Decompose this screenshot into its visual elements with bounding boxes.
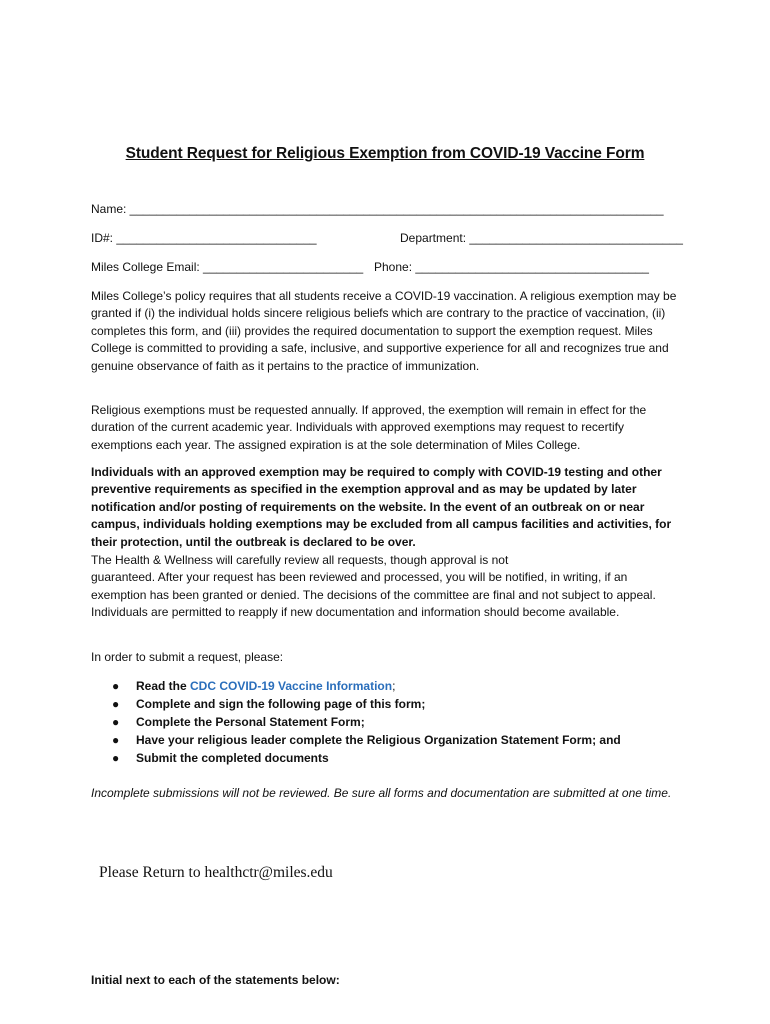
bullet-icon: ● [112, 751, 120, 765]
department-field[interactable]: Department: ________________________________ [400, 231, 683, 245]
approved-exemption-paragraph: Individuals with an approved exemption may be required to comply with COVID-19 testing and other preventive requirements as specified in the exemption approval and as may be updated by later notification and/or posting of requirements on the website. In the event of an outbreak on or near campus, individuals holding exemptions may be excluded from all campus facilities and activities, for their protection, until the outbreak is declared to be over. [91, 465, 672, 549]
review-first-line: The Health & Wellness will carefully review all requests, though approval is not [91, 553, 509, 567]
phone-field[interactable]: Phone: ___________________________________ [374, 260, 649, 274]
submit-intro: In order to submit a request, please: [91, 650, 284, 664]
list-item [110, 713, 621, 731]
initial-heading: Initial next to each of the statements below: [91, 973, 340, 987]
list-item [110, 695, 621, 713]
list-item [110, 731, 621, 749]
incomplete-note: Incomplete submissions will not be reviewed. Be sure all forms and documentation are submitted at one time. [91, 786, 672, 800]
requirements-list [110, 677, 621, 767]
bullet-icon: ● [112, 679, 120, 693]
name-field[interactable]: Name: ________________________________________________________________________________ [91, 202, 664, 216]
bullet-icon: ● [112, 733, 120, 747]
list-item [110, 749, 621, 767]
annual-paragraph: Religious exemptions must be requested annually. If approved, the exemption will remain in effect for the duration of the current academic year. Individuals with approved exemptions may request to recertify exemptions each year. The assigned expiration is at the sole determination of Miles College. [91, 403, 647, 452]
review-paragraph [91, 552, 681, 622]
policy-paragraph: Miles College’s policy requires that all students receive a COVID-19 vaccination. A religious exemption may be granted if (i) the individual holds sincere religious beliefs which are contrary to the practice of vaccination, (ii) completes this form, and (iii) provides the required documentation to support the exemption request. Miles College is committed to providing a safe, inclusive, and supportive experience for all and recognizes true and genuine observance of faith as it pertains to the practice of immunization. [91, 289, 677, 373]
cdc-info-link[interactable]: CDC COVID-19 Vaccine Information [190, 679, 393, 693]
id-field[interactable]: ID#: ______________________________ [91, 231, 317, 245]
email-field[interactable]: Miles College Email: ________________________ [91, 260, 364, 274]
list-item-text: Complete the Personal Statement Form; [136, 715, 365, 729]
list-item-text: Complete and sign the following page of this form; [136, 697, 426, 711]
return-instructions: Please Return to healthctr@miles.edu [99, 864, 333, 881]
list-item-text: Submit the completed documents [136, 751, 329, 765]
list-item-suffix: ; [392, 679, 396, 693]
review-rest: guaranteed. After your request has been reviewed and processed, you will be notified, in writing, if an exemption has been granted or denied. The decisions of the committee are final and not subject to appeal. Individuals are permitted to reapply if new documentation and information should become available. [91, 570, 656, 620]
bullet-icon: ● [112, 697, 120, 711]
bullet-icon: ● [112, 715, 120, 729]
form-title: Student Request for Religious Exemption from COVID-19 Vaccine Form [125, 145, 645, 162]
list-item-text: Have your religious leader complete the Religious Organization Statement Form; and [136, 733, 621, 747]
list-item-text: Read the [136, 679, 191, 693]
list-item [110, 677, 621, 695]
